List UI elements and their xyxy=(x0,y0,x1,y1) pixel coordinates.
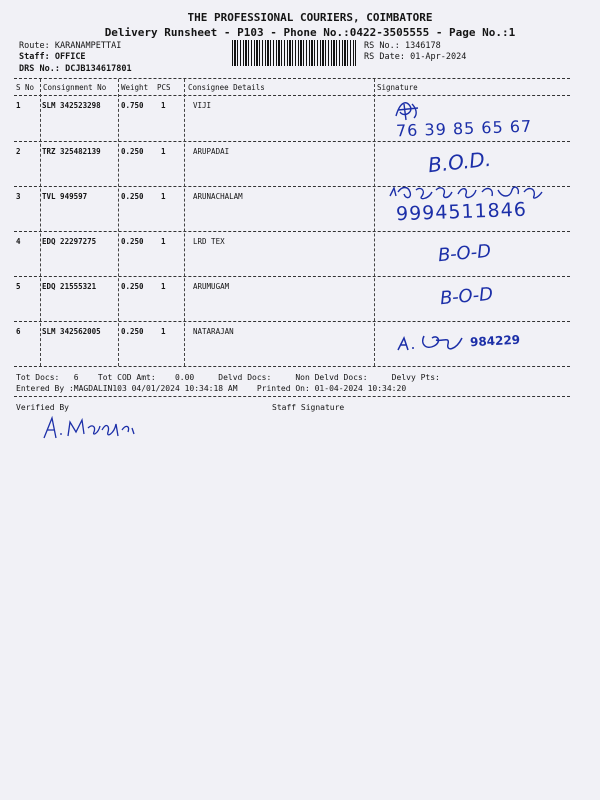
row-consignee: LRD TEX xyxy=(193,237,225,246)
row-signature: 984229 xyxy=(469,332,521,350)
route-label: Route: xyxy=(19,41,50,51)
row-consignment: EDQ 21555321 xyxy=(42,282,97,291)
footer-rule xyxy=(14,396,570,397)
row-divider xyxy=(14,141,570,142)
route-value: KARANAMPETTAI xyxy=(54,41,122,51)
header-consignment: Consignment No xyxy=(43,83,107,92)
row-sno: 2 xyxy=(16,147,21,156)
row-weight: 0.250 xyxy=(121,327,144,336)
rs-date-value: 01-Apr-2024 xyxy=(410,52,467,62)
header-weight: Weight xyxy=(121,83,149,92)
table-bottom-rule xyxy=(14,366,570,367)
row-pcs: 1 xyxy=(161,192,166,201)
staff-signature-label: Staff Signature xyxy=(272,403,345,412)
row-weight: 0.250 xyxy=(121,147,144,156)
row-pcs: 1 xyxy=(161,282,166,291)
row-consignment: SLM 342562005 xyxy=(42,327,101,336)
row-pcs: 1 xyxy=(161,327,166,336)
row-consignment: SLM 342523298 xyxy=(42,101,101,110)
row-weight: 0.250 xyxy=(121,282,144,291)
row-consignment: EDQ 22297275 xyxy=(42,237,97,246)
row-signature: B.O.D. xyxy=(426,146,493,178)
entered-line: Entered By :MAGDALIN103 04/01/2024 10:34:18 AM Printed On: 01-04-2024 10:34:20 xyxy=(16,384,407,393)
row-pcs: 1 xyxy=(161,101,166,110)
staff-line xyxy=(19,52,86,62)
header-consignee: Consignee Details xyxy=(188,83,265,92)
row-consignment: TRZ 325482139 xyxy=(42,147,101,156)
row-signature: 9994511846 xyxy=(395,198,528,226)
runsheet-subtitle: Delivery Runsheet - P103 - Phone No.:0422-3505555 - Page No.:1 xyxy=(104,26,516,39)
row-pcs: 1 xyxy=(161,237,166,246)
company-title: THE PROFESSIONAL COURIERS, COIMBATORE xyxy=(187,11,433,24)
rs-date-label: RS Date: xyxy=(364,52,405,62)
row-consignment: TVL 949597 xyxy=(42,192,88,201)
row-consignee: ARUPADAI xyxy=(193,147,230,156)
totals-line: Tot Docs: 6 Tot COD Amt: 0.00 Delvd Docs: Non Delvd Docs: Delvy Pts: xyxy=(16,373,440,382)
header-sno: S No xyxy=(16,83,35,92)
rs-no-label: RS No.: xyxy=(364,41,400,51)
row-pcs: 1 xyxy=(161,147,166,156)
column-divider xyxy=(118,79,119,366)
row-weight: 0.750 xyxy=(121,101,144,110)
row-sno: 6 xyxy=(16,327,21,336)
row-consignee: VIJI xyxy=(193,101,212,110)
row-divider xyxy=(14,321,570,322)
drs-line xyxy=(19,64,132,74)
rs-no-line xyxy=(364,41,441,51)
staff-label: Staff: xyxy=(19,52,50,62)
column-divider xyxy=(184,79,185,366)
row-signature: 76 39 85 65 67 xyxy=(395,116,533,141)
column-divider xyxy=(374,79,375,366)
row-consignee: NATARAJAN xyxy=(193,327,234,336)
staff-value: OFFICE xyxy=(54,52,86,62)
row-divider xyxy=(14,276,570,277)
rs-no-value: 1346178 xyxy=(404,41,441,51)
header-signature: Signature xyxy=(377,83,418,92)
row-signature: B-O-D xyxy=(439,283,494,310)
verified-by-label: Verified By xyxy=(16,403,69,412)
row-sno: 3 xyxy=(16,192,21,201)
header-bottom-rule xyxy=(14,95,570,96)
row-consignee: ARUMUGAM xyxy=(193,282,230,291)
verifier-signature xyxy=(40,412,140,442)
route-line xyxy=(19,41,121,51)
row-consignee: ARUNACHALAM xyxy=(193,192,243,201)
column-divider xyxy=(40,79,41,366)
header-pcs: PCS xyxy=(157,83,171,92)
row-sno: 1 xyxy=(16,101,21,110)
row-weight: 0.250 xyxy=(121,192,144,201)
row-sno: 5 xyxy=(16,282,21,291)
row-weight: 0.250 xyxy=(121,237,144,246)
row-sno: 4 xyxy=(16,237,21,246)
rs-date-line xyxy=(364,52,466,62)
drs-label: DRS No.: xyxy=(19,64,60,74)
row-divider xyxy=(14,231,570,232)
signature-scribble xyxy=(396,322,468,356)
table-top-rule xyxy=(14,78,570,79)
drs-value: DCJB134617801 xyxy=(65,64,132,74)
barcode xyxy=(232,40,356,66)
row-signature: B-O-D xyxy=(437,240,492,267)
